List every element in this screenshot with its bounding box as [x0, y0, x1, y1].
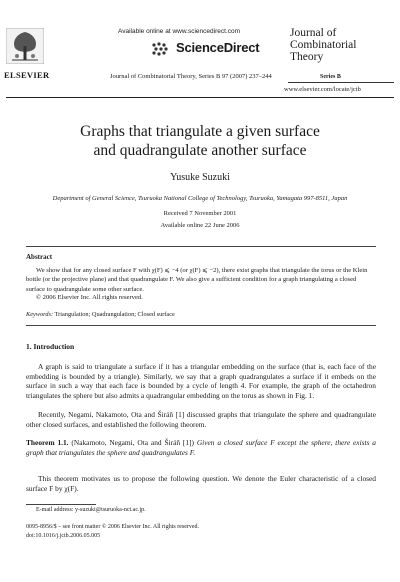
intro-paragraph-1: A graph is said to triangulate a surface if it has a triangular embedding on the surface (that is, each face of the embedding is bounded by a triangle). Similarly, we say that a graph quadrangulates a surface if it embeds on the surface in such a way that each face is bounded by a cycle of length 4. For example, the graph of the octahedron triangulates the sphere but also admits a quadrangular embedding on the torus as shown in Fig. 1.	[26, 362, 376, 400]
article-title	[0, 122, 400, 160]
journal-title-rule	[288, 82, 394, 83]
footnote-rule	[26, 504, 96, 505]
title-line-1: Graphs that triangulate a given surface	[80, 123, 320, 140]
title-line-2: and quadrangulate another surface	[93, 142, 307, 159]
abstract-bottom-rule	[26, 325, 376, 326]
publisher-name: ELSEVIER	[4, 70, 50, 80]
keywords-list: Triangulation; Quadrangulation; Closed surface	[54, 311, 175, 318]
keywords-label: Keywords:	[26, 311, 54, 318]
journal-reference: Journal of Combinatorial Theory, Series B 97 (2007) 237–244	[110, 73, 272, 80]
abstract-text: We show that for any closed surface F with χ(F) ⩽ −4 (or χ(F) ⩽ −2), there exist graphs that triangulate the torus or the Klein bottle (or the projective plane) and that quadrangulate F. We also give a sufficient condition for a graph triangulating a closed surface to quadrangulate some other surface.	[26, 267, 368, 293]
theorem-label: Theorem 1.1.	[26, 438, 69, 447]
email-footnote: E-mail address: y-suzuki@tsuruoka-nct.ac.jp.	[36, 507, 146, 513]
received-date: Received 7 November 2001	[163, 210, 237, 217]
intro-paragraph-2: Recently, Negami, Nakamoto, Ota and Širáň [1] discussed graphs that triangulate the sphere and quadrangulate other closed surfaces, and established the following theorem.	[26, 410, 376, 429]
theorem-reference: (Nakamoto, Negami, Ota and Širáň [1])	[71, 438, 194, 447]
doi-line[interactable]: doi:10.1016/j.jctb.2006.05.005	[26, 533, 101, 539]
keywords	[26, 311, 175, 318]
author-affiliation: Department of General Science, Tsuruoka National College of Technology, Tsuruoka, Yamagata 997-8511, Japan	[52, 195, 348, 202]
theorem-1-1	[26, 438, 376, 457]
header-divider	[6, 97, 394, 98]
section-heading: 1. Introduction	[26, 342, 75, 351]
issn-line: 0095-8956/$ – see front matter © 2006 Elsevier Inc. All rights reserved.	[26, 524, 200, 530]
abstract-heading: Abstract	[26, 253, 53, 261]
theorem-statement: Given a closed surface F except the sphere, there exists a graph that triangulates the sphere and quadrangulates F.	[26, 438, 376, 457]
intro-paragraph-3: This theorem motivates us to propose the following question. We denote the Euler characteristic of a closed surface F by χ(F).	[26, 474, 376, 493]
journal-url[interactable]: www.elsevier.com/locate/jctb	[284, 86, 361, 93]
author-name: Yusuke Suzuki	[170, 172, 230, 183]
abstract-top-rule	[26, 246, 376, 247]
sciencedirect-logo-icon	[150, 41, 174, 57]
sciencedirect-wordmark: ScienceDirect	[176, 40, 260, 55]
journal-title: Journal of Combinatorial Theory	[290, 27, 357, 63]
elsevier-tree-logo	[6, 28, 44, 64]
abstract-copyright: © 2006 Elsevier Inc. All rights reserved.	[36, 294, 143, 301]
available-online-text: Available online at www.sciencedirect.com	[118, 28, 240, 35]
online-date: Available online 22 June 2006	[160, 222, 240, 229]
journal-series: Series B	[320, 74, 341, 80]
